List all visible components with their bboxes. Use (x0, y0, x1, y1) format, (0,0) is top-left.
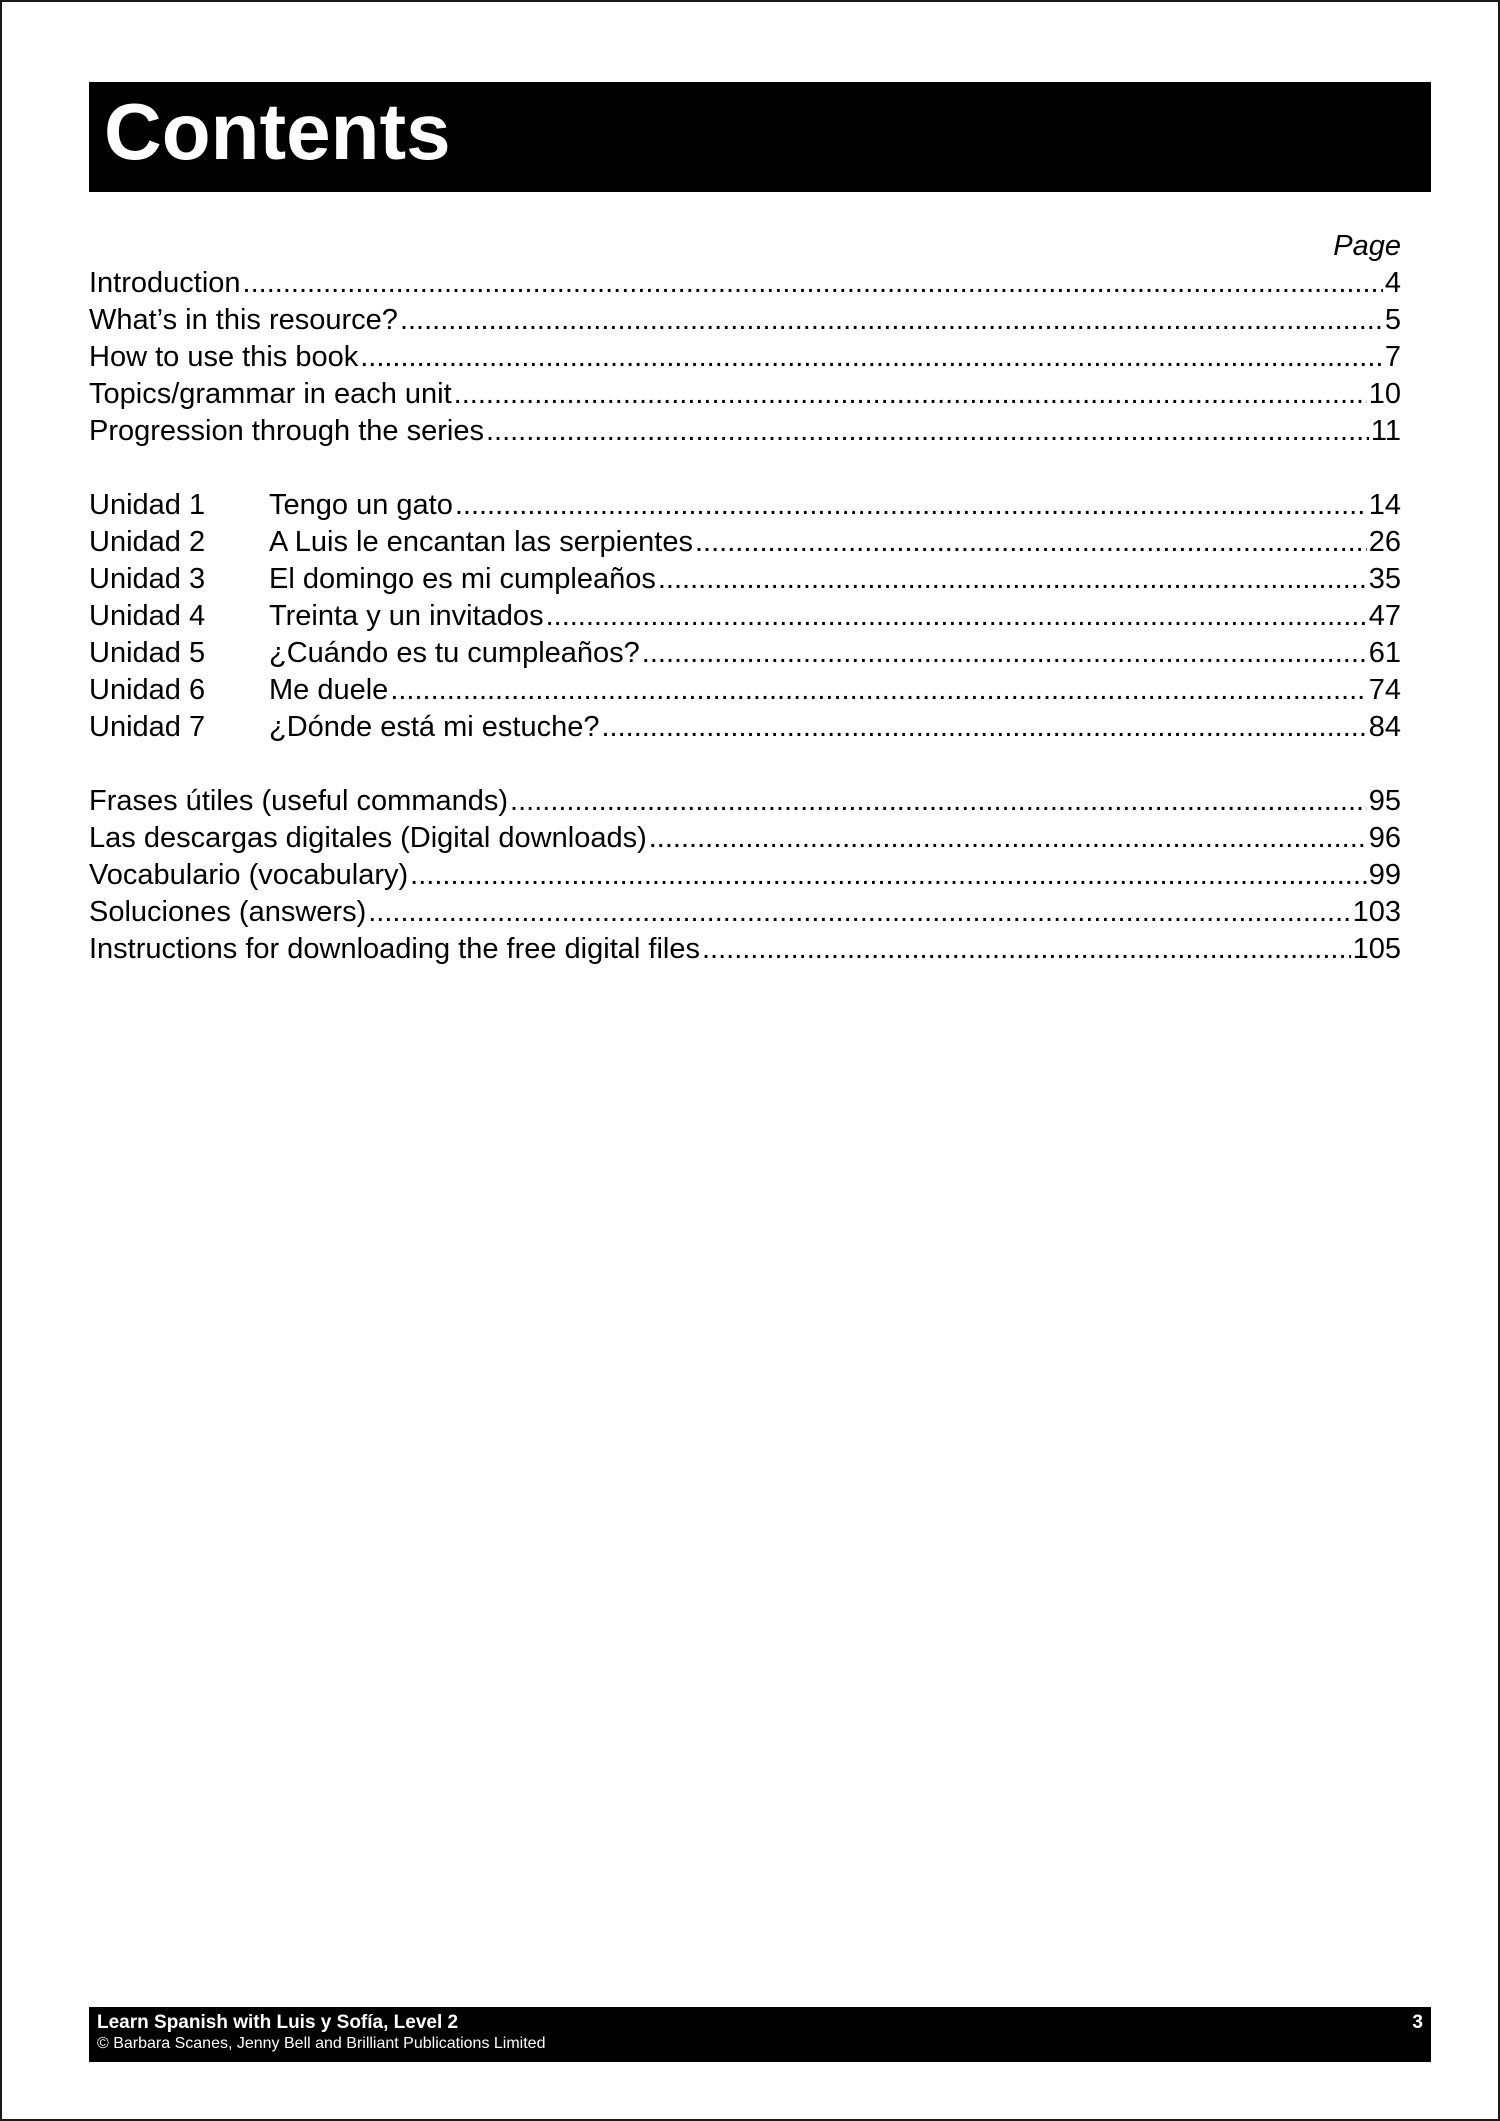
toc-entry-title: ¿Cuándo es tu cumpleaños? (269, 637, 640, 669)
toc-entry-page: 4 (1384, 267, 1401, 299)
toc-entry-page: 96 (1368, 822, 1401, 854)
dot-leader (455, 487, 1367, 524)
toc-entry-title: Las descargas digitales (Digital downloads) (89, 822, 647, 854)
toc-entry-unidad-6[interactable] (89, 672, 1401, 709)
unit-label: Unidad 4 (89, 600, 206, 632)
unit-label: Unidad 2 (89, 526, 206, 558)
toc-entry-title: ¿Dónde está mi estuche? (269, 711, 600, 743)
dot-leader (390, 672, 1366, 709)
toc-entry-title: Topics/grammar in each unit (89, 378, 452, 410)
dot-leader (368, 894, 1350, 931)
footer-page-number: 3 (1412, 2012, 1423, 2033)
toc-entry-title: Introduction (89, 267, 241, 299)
toc-entry-title: Treinta y un invitados (269, 600, 544, 632)
toc-entry-page: 74 (1368, 674, 1401, 706)
toc-entry-unidad-3[interactable] (89, 561, 1401, 598)
toc-entry-page: 26 (1368, 526, 1401, 558)
dot-leader (486, 413, 1369, 450)
toc-entry-title: Tengo un gato (269, 489, 453, 521)
dot-leader (642, 635, 1367, 672)
title-banner (89, 82, 1431, 192)
toc-entry-page: 103 (1352, 896, 1401, 928)
toc-entry-unidad-1[interactable] (89, 487, 1401, 524)
toc-entry-download-instructions[interactable] (89, 931, 1401, 968)
toc-entry-page: 35 (1368, 563, 1401, 595)
toc-entry-vocabulario[interactable] (89, 857, 1401, 894)
toc-entry-title: Instructions for downloading the free digital files (89, 933, 700, 965)
toc-entry-title: A Luis le encantan las serpientes (269, 526, 693, 558)
toc-entry-title: Vocabulario (vocabulary) (89, 859, 409, 891)
toc-entry-descargas-digitales[interactable] (89, 820, 1401, 857)
toc-entry-topics-grammar[interactable] (89, 376, 1401, 413)
toc-entry-page: 95 (1368, 785, 1401, 817)
dot-leader (454, 376, 1367, 413)
toc-entry-title: What’s in this resource? (89, 304, 398, 336)
unit-label: Unidad 1 (89, 489, 206, 521)
dot-leader (243, 265, 1383, 302)
toc-entry-page: 84 (1368, 711, 1401, 743)
page-column-heading: Page (1333, 230, 1401, 262)
dot-leader (410, 857, 1367, 894)
footer-book-title: Learn Spanish with Luis y Sofía, Level 2 (97, 2012, 459, 2033)
dot-leader (658, 561, 1367, 598)
toc-entry-page: 99 (1368, 859, 1401, 891)
toc-entry-page: 105 (1352, 933, 1401, 965)
toc-entry-how-to-use[interactable] (89, 339, 1401, 376)
toc-entry-unidad-2[interactable] (89, 524, 1401, 561)
toc-entry-page: 10 (1368, 378, 1401, 410)
toc-entry-title: Progression through the series (89, 415, 484, 447)
toc-entry-progression[interactable] (89, 413, 1401, 450)
toc-entry-frases-utiles[interactable] (89, 783, 1401, 820)
toc-entry-page: 47 (1368, 600, 1401, 632)
toc-entry-page: 5 (1384, 304, 1401, 336)
toc-entry-page: 14 (1368, 489, 1401, 521)
toc-entry-title: El domingo es mi cumpleaños (269, 563, 656, 595)
footer-copyright: © Barbara Scanes, Jenny Bell and Brilliant Publications Limited (97, 2035, 546, 2052)
unit-label: Unidad 5 (89, 637, 206, 669)
toc-entry-soluciones[interactable] (89, 894, 1401, 931)
toc-entry-title: Soluciones (answers) (89, 896, 367, 928)
dot-leader (695, 524, 1367, 561)
footer-bar (89, 2007, 1431, 2062)
dot-leader (510, 783, 1367, 820)
table-of-contents (89, 228, 1401, 968)
dot-leader (649, 820, 1367, 857)
toc-entry-page: 7 (1384, 341, 1401, 373)
toc-entry-title: Me duele (269, 674, 389, 706)
unit-label: Unidad 3 (89, 563, 206, 595)
toc-entry-page: 11 (1370, 415, 1401, 447)
toc-entry-whats-in-resource[interactable] (89, 302, 1401, 339)
dot-leader (601, 709, 1366, 746)
dot-leader (702, 931, 1351, 968)
section-spacer (89, 450, 1401, 487)
toc-entry-introduction[interactable] (89, 265, 1401, 302)
unit-label: Unidad 6 (89, 674, 206, 706)
page-title: Contents (104, 87, 451, 176)
toc-entry-title: How to use this book (89, 341, 359, 373)
toc-entry-unidad-7[interactable] (89, 709, 1401, 746)
section-spacer (89, 746, 1401, 783)
dot-leader (546, 598, 1367, 635)
toc-entry-unidad-4[interactable] (89, 598, 1401, 635)
toc-entry-page: 61 (1368, 637, 1401, 669)
dot-leader (360, 339, 1383, 376)
toc-entry-title: Frases útiles (useful commands) (89, 785, 509, 817)
unit-label: Unidad 7 (89, 711, 206, 743)
toc-entry-unidad-5[interactable] (89, 635, 1401, 672)
dot-leader (400, 302, 1383, 339)
